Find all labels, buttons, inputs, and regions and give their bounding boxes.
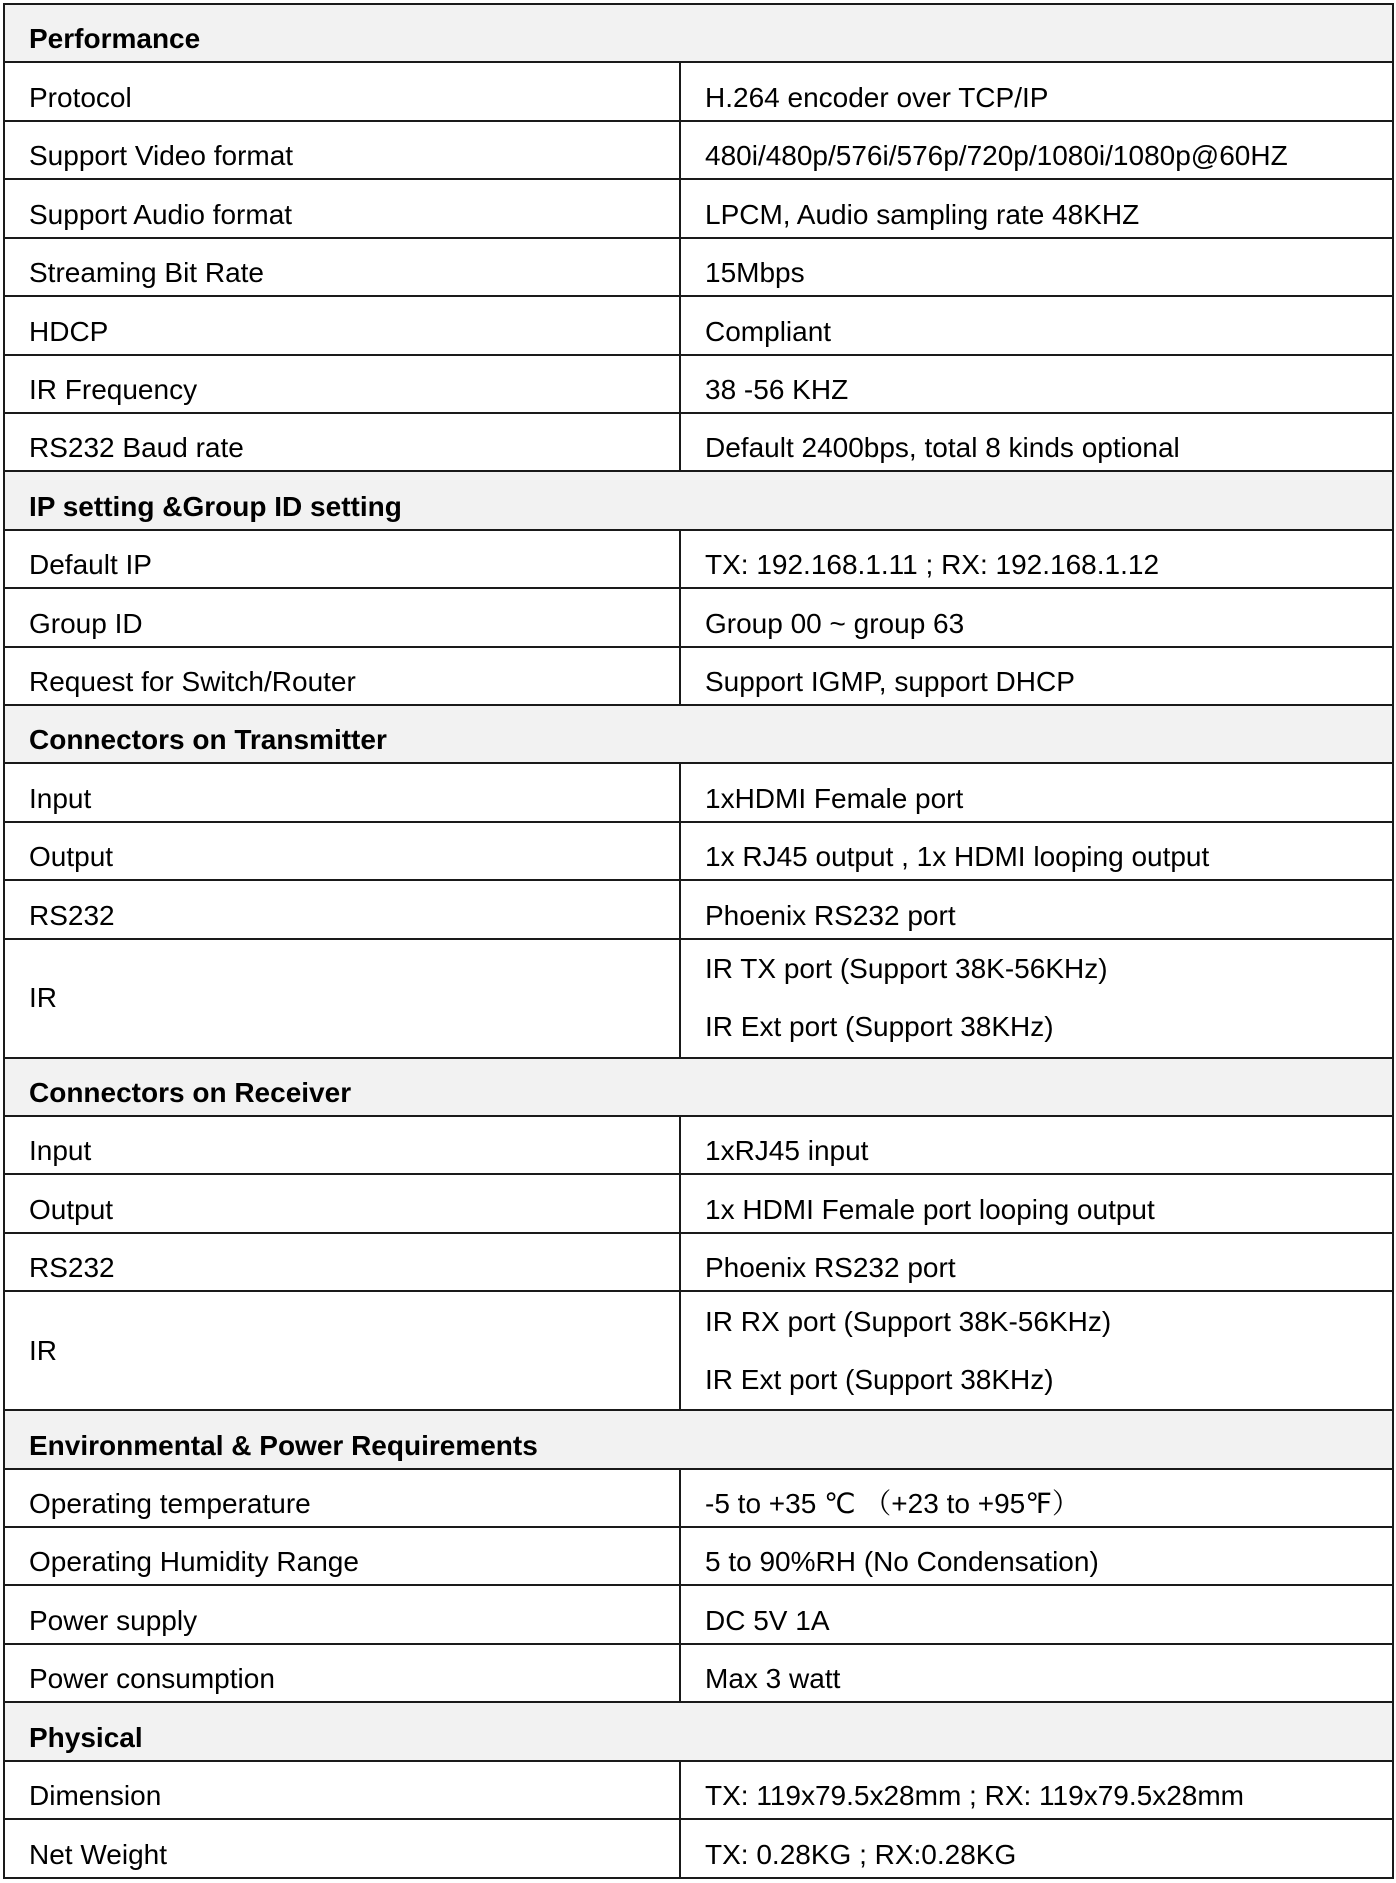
section-title: Environmental & Power Requirements	[4, 1410, 1393, 1468]
section-header-row	[4, 705, 1393, 763]
spec-label: RS232	[4, 880, 680, 938]
spec-row	[4, 1644, 1393, 1702]
spec-label: Net Weight	[4, 1819, 680, 1878]
spec-row	[4, 1116, 1393, 1174]
spec-value: Group 00 ~ group 63	[680, 588, 1393, 646]
spec-label: Streaming Bit Rate	[4, 238, 680, 296]
spec-value: TX: 119x79.5x28mm ; RX: 119x79.5x28mm	[680, 1761, 1393, 1819]
spec-row	[4, 296, 1393, 354]
section-header-row	[4, 1702, 1393, 1760]
spec-value: -5 to +35 ℃ （+23 to +95℉）	[680, 1469, 1393, 1527]
spec-value	[680, 1291, 1393, 1410]
spec-row	[4, 880, 1393, 938]
spec-value: Support IGMP, support DHCP	[680, 647, 1393, 705]
spec-row	[4, 939, 1393, 1058]
spec-value: 1x RJ45 output , 1x HDMI looping output	[680, 822, 1393, 880]
spec-row	[4, 1469, 1393, 1527]
spec-table	[3, 3, 1394, 1879]
spec-row	[4, 121, 1393, 179]
spec-label: Protocol	[4, 62, 680, 120]
spec-value: Default 2400bps, total 8 kinds optional	[680, 413, 1393, 471]
spec-label: Dimension	[4, 1761, 680, 1819]
spec-value-line: IR TX port (Support 38K-56KHz)	[705, 953, 1108, 985]
spec-row	[4, 1174, 1393, 1232]
spec-label: IR Frequency	[4, 355, 680, 413]
spec-row	[4, 1291, 1393, 1410]
spec-row	[4, 530, 1393, 588]
spec-row	[4, 355, 1393, 413]
spec-label: Input	[4, 1116, 680, 1174]
spec-label: IR	[4, 939, 680, 1058]
spec-row	[4, 1585, 1393, 1643]
section-title: Connectors on Transmitter	[4, 705, 1393, 763]
spec-label: Operating temperature	[4, 1469, 680, 1527]
spec-row	[4, 413, 1393, 471]
section-title: Connectors on Receiver	[4, 1058, 1393, 1116]
spec-value: 1xHDMI Female port	[680, 763, 1393, 821]
spec-row	[4, 1761, 1393, 1819]
spec-value-line: IR Ext port (Support 38KHz)	[705, 1363, 1054, 1395]
spec-value-line: IR RX port (Support 38K-56KHz)	[705, 1305, 1112, 1337]
spec-row	[4, 62, 1393, 120]
spec-label: Output	[4, 1174, 680, 1232]
spec-value: TX: 0.28KG ; RX:0.28KG	[680, 1819, 1393, 1878]
spec-value: 38 -56 KHZ	[680, 355, 1393, 413]
spec-value: DC 5V 1A	[680, 1585, 1393, 1643]
spec-label: Support Audio format	[4, 179, 680, 237]
spec-label: RS232	[4, 1233, 680, 1291]
spec-value: 5 to 90%RH (No Condensation)	[680, 1527, 1393, 1585]
spec-value: Compliant	[680, 296, 1393, 354]
spec-value: 15Mbps	[680, 238, 1393, 296]
spec-label: Power supply	[4, 1585, 680, 1643]
spec-row	[4, 588, 1393, 646]
spec-value: TX: 192.168.1.11 ; RX: 192.168.1.12	[680, 530, 1393, 588]
spec-value: H.264 encoder over TCP/IP	[680, 62, 1393, 120]
spec-row	[4, 647, 1393, 705]
spec-row	[4, 763, 1393, 821]
spec-value	[680, 939, 1393, 1058]
spec-label: Output	[4, 822, 680, 880]
spec-value: Phoenix RS232 port	[680, 880, 1393, 938]
spec-value: 1xRJ45 input	[680, 1116, 1393, 1174]
section-title: IP setting &Group ID setting	[4, 471, 1393, 529]
spec-table-body	[4, 4, 1393, 1878]
spec-value: 480i/480p/576i/576p/720p/1080i/1080p@60HZ	[680, 121, 1393, 179]
spec-row	[4, 1233, 1393, 1291]
section-title: Performance	[4, 4, 1393, 62]
spec-value: Phoenix RS232 port	[680, 1233, 1393, 1291]
section-header-row	[4, 1058, 1393, 1116]
spec-label: Operating Humidity Range	[4, 1527, 680, 1585]
spec-row	[4, 822, 1393, 880]
spec-label: Request for Switch/Router	[4, 647, 680, 705]
spec-label: Default IP	[4, 530, 680, 588]
spec-label: Support Video format	[4, 121, 680, 179]
section-title: Physical	[4, 1702, 1393, 1760]
spec-row	[4, 238, 1393, 296]
spec-row	[4, 179, 1393, 237]
spec-value: LPCM, Audio sampling rate 48KHZ	[680, 179, 1393, 237]
section-header-row	[4, 471, 1393, 529]
spec-label: Group ID	[4, 588, 680, 646]
spec-label: HDCP	[4, 296, 680, 354]
section-header-row	[4, 4, 1393, 62]
spec-value: Max 3 watt	[680, 1644, 1393, 1702]
spec-label: Power consumption	[4, 1644, 680, 1702]
spec-label: RS232 Baud rate	[4, 413, 680, 471]
spec-row	[4, 1527, 1393, 1585]
spec-value: 1x HDMI Female port looping output	[680, 1174, 1393, 1232]
spec-label: Input	[4, 763, 680, 821]
spec-label: IR	[4, 1291, 680, 1410]
spec-row	[4, 1819, 1393, 1878]
section-header-row	[4, 1410, 1393, 1468]
spec-value-line: IR Ext port (Support 38KHz)	[705, 1011, 1054, 1043]
